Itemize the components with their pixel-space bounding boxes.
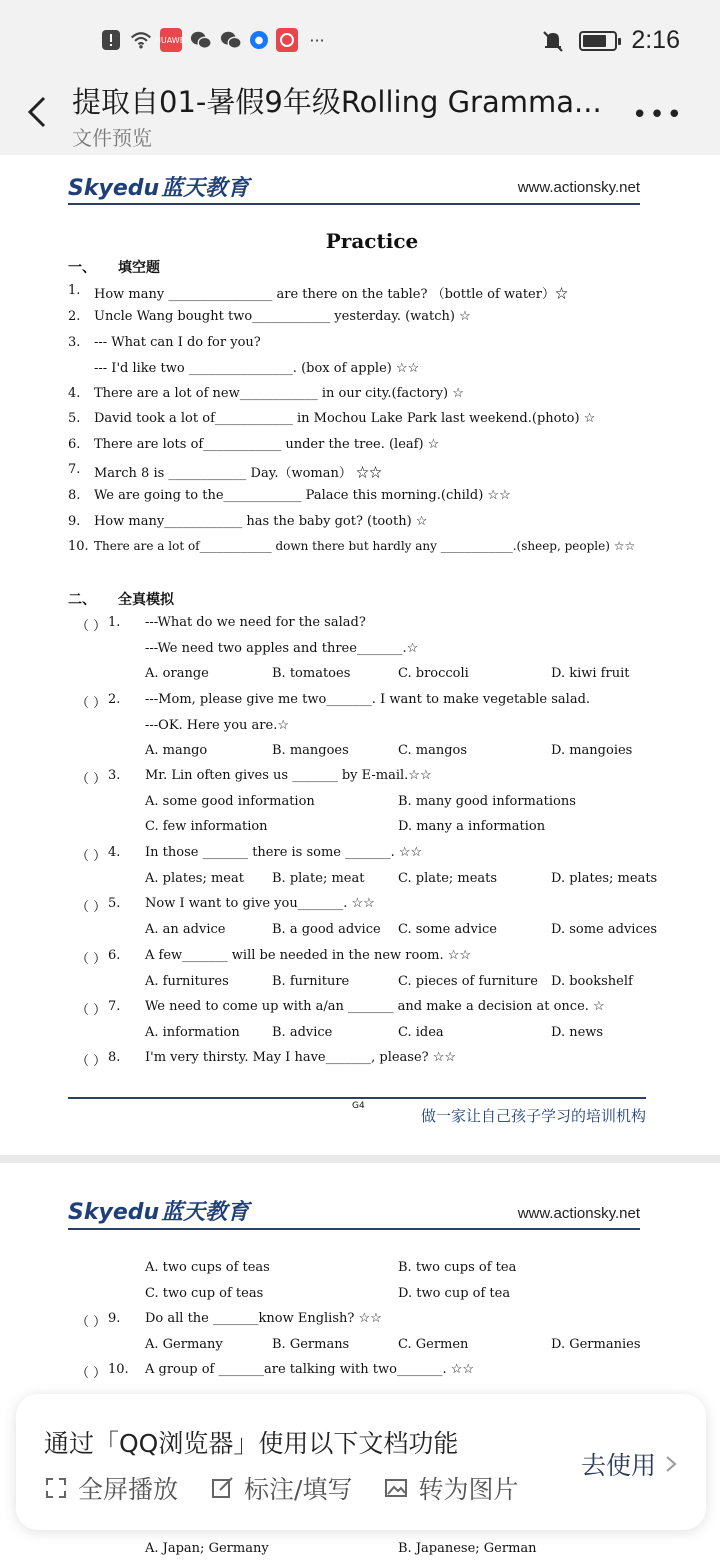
item-number: 2. [68, 309, 81, 324]
option-c: C. Germen [398, 1337, 469, 1352]
brand-url: www.actionsky.net [517, 1205, 640, 1222]
option-a: A. plates; meat [145, 870, 244, 886]
option-b: B. a good advice [272, 921, 381, 937]
item-number: 5. [68, 411, 81, 426]
header-divider [68, 203, 640, 205]
option-c: C. few information [145, 819, 268, 834]
question-number: 8. [108, 1050, 121, 1065]
question-text: A group of _______are talking with two_______. ☆☆ [145, 1362, 475, 1377]
question-number: 10. [108, 1362, 129, 1377]
answer-blank: （ ） [76, 1315, 107, 1330]
item-number: 8. [68, 488, 81, 503]
item-number: 4. [68, 386, 81, 401]
fill-item-text: We are going to the____________ Palace this morning.(child) ☆☆ [94, 488, 511, 503]
question-number: 1. [108, 615, 121, 630]
question-number: 4. [108, 845, 121, 860]
option-d: D. kiwi fruit [551, 666, 630, 681]
fill-item-text: March 8 is ____________ Day.（woman） ☆☆ [94, 466, 383, 481]
red-app-icon [276, 28, 298, 52]
item-number: 6. [68, 437, 81, 452]
browser-app-icon: ● [250, 31, 268, 49]
file-title: 提取自01-暑假9年级Rolling Gramma... [72, 85, 602, 119]
app-header [0, 70, 720, 155]
option-a: A. two cups of teas [145, 1260, 270, 1275]
option-c: C. pieces of furniture [398, 973, 538, 989]
option-b: B. Germans [272, 1337, 350, 1352]
question-number: 2. [108, 692, 121, 707]
answer-blank: （ ） [76, 1003, 107, 1018]
answer-blank: （ ） [76, 772, 107, 787]
footer-divider [68, 1097, 646, 1099]
fill-item-text: There are a lot of____________ down there but hardly any ____________.(sheep, people) ☆☆ [94, 539, 636, 553]
chevron-right-icon [664, 1454, 678, 1474]
option-d: D. many a information [398, 819, 546, 834]
option-c: C. two cup of teas [145, 1286, 264, 1301]
option-a: A. Japan; Germany [145, 1541, 269, 1556]
question-text: In those _______ there is some _______. ☆☆ [145, 845, 423, 860]
question-text: ---What do we need for the salad? [145, 615, 366, 630]
question-text: A few_______ will be needed in the new room. ☆☆ [145, 948, 472, 963]
notification-icons [100, 28, 328, 52]
option-a: A. orange [145, 666, 209, 681]
document-page-1[interactable] [0, 155, 720, 1155]
question-text: Mr. Lin often gives us _______ by E-mail.☆☆ [145, 768, 432, 783]
question-number: 5. [108, 896, 121, 911]
answer-blank: （ ） [76, 1054, 107, 1069]
item-number: 9. [68, 514, 81, 529]
option-b: B. advice [272, 1024, 333, 1040]
option-d: D. bookshelf [551, 973, 633, 989]
edit-icon [210, 1476, 234, 1500]
question-number: 3. [108, 768, 121, 783]
item-number: 7. [68, 462, 81, 477]
option-c: C. broccoli [398, 666, 469, 681]
option-b: B. mangoes [272, 743, 349, 758]
fullscreen-icon [44, 1476, 68, 1500]
mute-bell-icon [541, 29, 565, 53]
question-number: 9. [108, 1311, 121, 1326]
answer-blank: （ ） [76, 619, 107, 634]
item-number: 1. [68, 283, 81, 298]
section-heading-1: 一、 填空题 [68, 260, 160, 276]
option-b: B. many good informations [398, 793, 576, 809]
alert-icon [100, 28, 122, 52]
item-number: 10. [68, 539, 89, 554]
option-a: A. furnitures [145, 973, 229, 989]
fill-item-text: How many ________________ are there on the table? （bottle of water）☆ [94, 287, 568, 302]
fill-item-text: Uncle Wang bought two____________ yesterday. (watch) ☆ [94, 309, 471, 324]
option-d: D. Germanies [551, 1337, 641, 1352]
clock: 2:16 [631, 26, 680, 54]
option-b: B. two cups of tea [398, 1260, 517, 1275]
fullscreen-button[interactable]: 全屏播放 [44, 1470, 178, 1506]
question-text: Now I want to give you_______. ☆☆ [145, 896, 375, 911]
option-b: B. tomatoes [272, 666, 351, 681]
back-arrow-icon[interactable] [22, 92, 52, 132]
promo-text: 通过「QQ浏览器」使用以下文档功能 [44, 1429, 459, 1458]
wifi-icon [130, 28, 152, 52]
header-divider [68, 1228, 640, 1230]
option-a: A. information [145, 1024, 240, 1040]
fill-item-text: --- What can I do for you? [94, 335, 261, 350]
question-text: I'm very thirsty. May I have_______, please? ☆☆ [145, 1050, 457, 1065]
option-d: D. two cup of tea [398, 1286, 511, 1301]
section-heading-2: 二、 全真模拟 [68, 592, 174, 608]
fill-item-text: There are lots of____________ under the tree. (leaf) ☆ [94, 437, 440, 452]
question-text: ---We need two apples and three_______.☆ [145, 640, 419, 656]
option-a: A. Germany [145, 1337, 223, 1352]
battery-icon [579, 31, 617, 51]
option-a: A. some good information [145, 793, 315, 809]
option-c: C. idea [398, 1024, 444, 1040]
page-number: G4 [352, 1101, 365, 1111]
option-b: B. furniture [272, 973, 350, 989]
question-number: 7. [108, 999, 121, 1014]
question-text: We need to come up with a/an _______ and make a decision at once. ☆ [145, 999, 605, 1014]
image-icon [384, 1476, 408, 1500]
brand-url: www.actionsky.net [517, 179, 640, 196]
qq-browser-promo-card[interactable] [16, 1394, 706, 1530]
convert-to-image-button[interactable]: 转为图片 [384, 1470, 518, 1506]
more-menu-button[interactable]: ••• [631, 100, 684, 130]
option-a: A. an advice [145, 921, 226, 937]
question-text: Do all the _______know English? ☆☆ [145, 1311, 382, 1326]
more-notifications-icon: ··· [309, 30, 325, 50]
footer-slogan: 做一家让自己孩子学习的培训机构 [420, 1107, 646, 1125]
answer-blank: （ ） [76, 900, 107, 915]
item-number: 3. [68, 335, 81, 350]
option-d: D. plates; meats [551, 870, 658, 886]
option-c: C. some advice [398, 921, 497, 937]
answer-blank: （ ） [76, 696, 107, 711]
answer-blank: （ ） [76, 952, 107, 967]
brand-logo: Skyedu蓝天教育 [68, 176, 250, 201]
huawei-app-icon: HUAWEI [160, 28, 182, 52]
fill-item-text: --- I'd like two ________________. (box of apple) ☆☆ [94, 361, 420, 376]
use-now-button[interactable]: 去使用 [581, 1446, 678, 1482]
annotate-button[interactable]: 标注/填写 [210, 1470, 352, 1506]
option-d: D. some advices [551, 921, 658, 937]
question-text: ---OK. Here you are.☆ [145, 717, 290, 733]
option-c: C. plate; meats [398, 870, 498, 886]
option-b: B. plate; meat [272, 870, 365, 886]
option-d: D. mangoies [551, 743, 633, 758]
file-subtitle: 文件预览 [72, 126, 152, 150]
fill-item-text: How many____________ has the baby got? (tooth) ☆ [94, 514, 428, 529]
question-number: 6. [108, 948, 121, 963]
option-d: D. news [551, 1024, 604, 1040]
document-title: Practice [325, 229, 419, 253]
answer-blank: （ ） [76, 1366, 107, 1381]
option-b: B. Japanese; German [398, 1541, 537, 1556]
option-a: A. mango [145, 743, 208, 758]
wechat-icon [220, 28, 242, 52]
answer-blank: （ ） [76, 849, 107, 864]
fill-item-text: There are a lot of new____________ in our city.(factory) ☆ [94, 386, 464, 401]
option-c: C. mangos [398, 743, 468, 758]
question-text: ---Mom, please give me two_______. I want to make vegetable salad. [145, 692, 591, 707]
fill-item-text: David took a lot of____________ in Mochou Lake Park last weekend.(photo) ☆ [94, 411, 596, 426]
wechat-icon [190, 28, 212, 52]
brand-logo: Skyedu蓝天教育 [68, 1200, 250, 1225]
